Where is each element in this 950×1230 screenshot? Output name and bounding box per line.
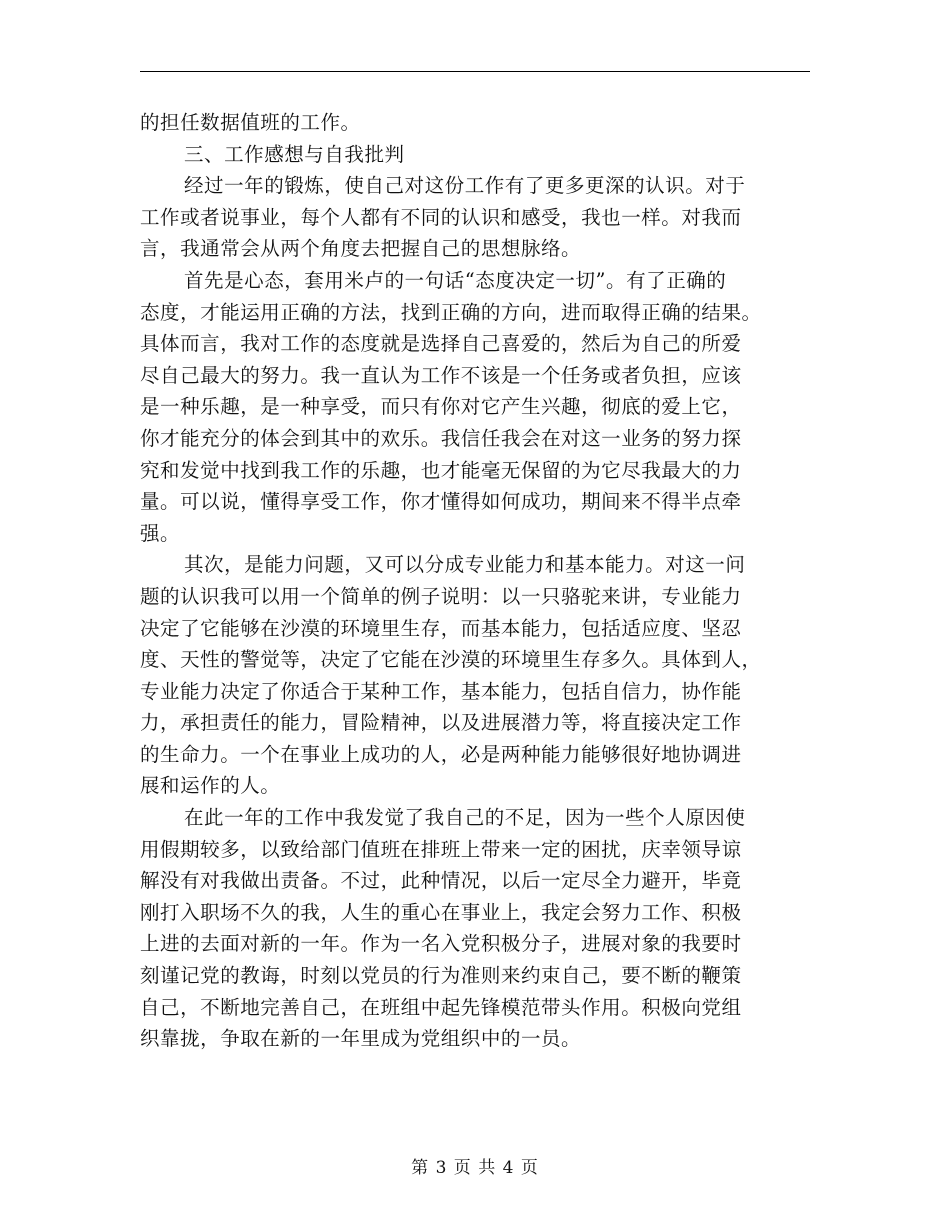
text-line: 经过一年的锻炼，使自己对这份工作有了更多更深的认识。对于 xyxy=(184,174,746,198)
text-line: 自己，不断地完善自己，在班组中起先锋模范带头作用。积极向党组 xyxy=(140,995,742,1019)
header-rule xyxy=(140,71,810,72)
text-line: 的担任数据值班的工作。 xyxy=(140,111,361,134)
text-line: 工作或者说事业，每个人都有不同的认识和感受，我也一样。对我而 xyxy=(140,205,742,229)
text-line: 决定了它能够在沙漠的环境里生存，而基本能力，包括适应度、坚忍 xyxy=(140,616,742,640)
text-line: 展和运作的人。 xyxy=(140,774,281,798)
text-line: 力，承担责任的能力，冒险精神，以及进展潜力等，将直接决定工作 xyxy=(140,711,742,735)
text-line: 在此一年的工作中我发觉了我自己的不足，因为一些个人原因使 xyxy=(184,806,746,830)
text-line: 量。可以说，懂得享受工作，你才懂得如何成功，期间来不得半点牵 xyxy=(140,490,742,514)
text-line: 是一种乐趣，是一种享受，而只有你对它产生兴趣，彻底的爱上它， xyxy=(140,395,742,419)
text-line: 专业能力决定了你适合于某种工作，基本能力，包括自信力，协作能 xyxy=(140,679,742,703)
text-line: 用假期较多，以致给部门值班在排班上带来一定的困扰，庆幸领导谅 xyxy=(140,837,742,861)
text-line: 解没有对我做出责备。不过，此种情况，以后一定尽全力避开，毕竟 xyxy=(140,869,742,893)
text-line: 首先是心态，套用米卢的一句话“态度决定一切”。有了正确的 xyxy=(184,268,727,292)
text-line: 具体而言，我对工作的态度就是选择自己喜爱的，然后为自己的所爱 xyxy=(140,332,742,356)
text-line: 其次，是能力问题，又可以分成专业能力和基本能力。对这一问 xyxy=(184,553,746,577)
text-line: 言，我通常会从两个角度去把握自己的思想脉络。 xyxy=(140,237,582,261)
text-line: 刚打入职场不久的我，人生的重心在事业上，我定会努力工作、积极 xyxy=(140,900,742,924)
text-line: 强。 xyxy=(140,521,181,545)
page-number: 第 3 页 共 4 页 xyxy=(411,1158,539,1178)
text-line: 究和发觉中找到我工作的乐趣，也才能毫无保留的为它尽我最大的力 xyxy=(140,458,742,482)
text-line: 尽自己最大的努力。我一直认为工作不该是一个任务或者负担，应该 xyxy=(140,363,742,387)
text-line: 态度，才能运用正确的方法，找到正确的方向，进而取得正确的结果。 xyxy=(140,300,762,324)
text-line: 你才能充分的体会到其中的欢乐。我信任我会在对这一业务的努力探 xyxy=(140,426,742,450)
document-body xyxy=(140,107,812,1055)
text-line: 织靠拢，争取在新的一年里成为党组织中的一员。 xyxy=(140,1027,582,1051)
text-line: 的生命力。一个在事业上成功的人，必是两种能力能够很好地协调进 xyxy=(140,742,742,766)
text-line: 题的认识我可以用一个简单的例子说明：以一只骆驼来讲，专业能力 xyxy=(140,584,742,608)
text-line: 度、天性的警觉等，决定了它能在沙漠的环境里生存多久。具体到人， xyxy=(140,648,762,672)
section-heading: 三、工作感想与自我批判 xyxy=(184,142,405,166)
text-line: 上进的去面对新的一年。作为一名入党积极分子，进展对象的我要时 xyxy=(140,932,742,956)
text-line: 刻谨记党的教诲，时刻以党员的行为准则来约束自己，要不断的鞭策 xyxy=(140,964,742,988)
